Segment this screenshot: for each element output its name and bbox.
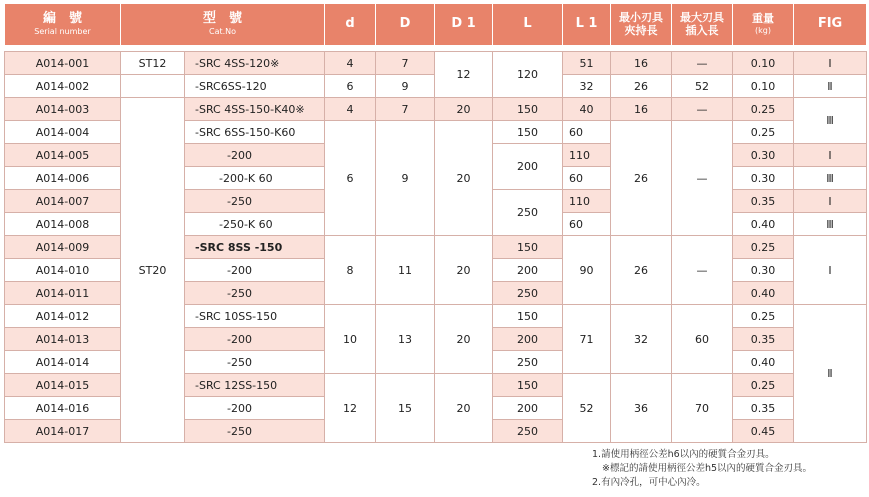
weight-cell: 0.35 <box>733 397 794 420</box>
serial-cell: A014-010 <box>5 259 121 282</box>
L1-cell: 40 <box>563 98 611 121</box>
shank-cell <box>121 75 185 98</box>
min-clamp-cell: 32 <box>611 305 672 374</box>
footnote-1: 1.請使用柄徑公差h6以內的硬質合金刃具。 <box>592 449 775 460</box>
fig-cell: Ⅲ <box>794 167 867 190</box>
header-fig: FIG <box>794 4 867 45</box>
min-clamp-cell: 36 <box>611 374 672 443</box>
fig-cell: Ⅰ <box>794 144 867 167</box>
D1-cell: 20 <box>435 98 493 121</box>
weight-cell: 0.10 <box>733 75 794 98</box>
weight-cell: 0.25 <box>733 98 794 121</box>
L1-cell: 32 <box>563 75 611 98</box>
weight-cell: 0.40 <box>733 213 794 236</box>
D1-cell: 20 <box>435 121 493 236</box>
header-min-clamp: 最小刃具 夾持長 <box>611 4 672 45</box>
max-insert-cell: 60 <box>672 305 733 374</box>
cat-cell: -250 <box>185 420 325 443</box>
serial-cell: A014-004 <box>5 121 121 144</box>
L-cell: 250 <box>493 282 563 305</box>
footnotes <box>592 448 812 490</box>
L1-cell: 60 <box>563 213 611 236</box>
max-insert-cell: 70 <box>672 374 733 443</box>
serial-cell: A014-014 <box>5 351 121 374</box>
D-cell: 9 <box>376 75 435 98</box>
d-cell: 10 <box>325 305 376 374</box>
weight-cell: 0.25 <box>733 305 794 328</box>
L1-cell: 71 <box>563 305 611 374</box>
cat-cell: -200 <box>185 144 325 167</box>
d-cell: 12 <box>325 374 376 443</box>
weight-cell: 0.30 <box>733 144 794 167</box>
spec-table <box>4 4 867 443</box>
L-cell: 150 <box>493 236 563 259</box>
max-insert-cell: — <box>672 52 733 75</box>
L-cell: 150 <box>493 121 563 144</box>
D-cell: 7 <box>376 52 435 75</box>
d-cell: 8 <box>325 236 376 305</box>
weight-cell: 0.25 <box>733 236 794 259</box>
weight-cell: 0.40 <box>733 351 794 374</box>
L-cell: 150 <box>493 98 563 121</box>
L-cell: 200 <box>493 397 563 420</box>
D-cell: 11 <box>376 236 435 305</box>
serial-cell: A014-008 <box>5 213 121 236</box>
D1-cell: 20 <box>435 305 493 374</box>
serial-cell: A014-012 <box>5 305 121 328</box>
cat-cell: -SRC 4SS-150-K40※ <box>185 98 325 121</box>
L1-cell: 90 <box>563 236 611 305</box>
cat-cell: -250 <box>185 351 325 374</box>
table-row <box>5 52 867 75</box>
header-max-insert: 最大刃具 插入長 <box>672 4 733 45</box>
fig-cell: Ⅰ <box>794 236 867 305</box>
D-cell: 7 <box>376 98 435 121</box>
D1-cell: 20 <box>435 236 493 305</box>
header-model: 型 號 Cat.No <box>121 4 325 45</box>
d-cell: 4 <box>325 98 376 121</box>
serial-cell: A014-009 <box>5 236 121 259</box>
L-cell: 200 <box>493 144 563 190</box>
L-cell: 200 <box>493 328 563 351</box>
serial-cell: A014-005 <box>5 144 121 167</box>
max-insert-cell: 52 <box>672 75 733 98</box>
L1-cell: 51 <box>563 52 611 75</box>
weight-cell: 0.45 <box>733 420 794 443</box>
D1-cell: 12 <box>435 52 493 98</box>
cat-cell: -200-K 60 <box>185 167 325 190</box>
cat-cell: -SRC 6SS-150-K60 <box>185 121 325 144</box>
cat-cell: -SRC 8SS -150 <box>185 236 325 259</box>
serial-cell: A014-002 <box>5 75 121 98</box>
min-clamp-cell: 26 <box>611 236 672 305</box>
serial-cell: A014-003 <box>5 98 121 121</box>
serial-cell: A014-007 <box>5 190 121 213</box>
D-cell: 15 <box>376 374 435 443</box>
d-cell: 6 <box>325 75 376 98</box>
L1-cell: 60 <box>563 167 611 190</box>
cat-cell: -SRC 4SS-120※ <box>185 52 325 75</box>
serial-cell: A014-016 <box>5 397 121 420</box>
header-D: D <box>376 4 435 45</box>
min-clamp-cell: 26 <box>611 121 672 236</box>
L-cell: 250 <box>493 190 563 236</box>
serial-cell: A014-011 <box>5 282 121 305</box>
min-clamp-cell: 26 <box>611 75 672 98</box>
max-insert-cell: — <box>672 236 733 305</box>
fig-cell: Ⅱ <box>794 305 867 443</box>
header-d: d <box>325 4 376 45</box>
max-insert-cell: — <box>672 98 733 121</box>
weight-cell: 0.35 <box>733 328 794 351</box>
cat-cell: -200 <box>185 259 325 282</box>
d-cell: 6 <box>325 121 376 236</box>
header-L: L <box>493 4 563 45</box>
serial-cell: A014-001 <box>5 52 121 75</box>
weight-cell: 0.40 <box>733 282 794 305</box>
weight-cell: 0.25 <box>733 121 794 144</box>
table-row <box>5 98 867 121</box>
min-clamp-cell: 16 <box>611 52 672 75</box>
max-insert-cell: — <box>672 121 733 236</box>
d-cell: 4 <box>325 52 376 75</box>
min-clamp-cell: 16 <box>611 98 672 121</box>
cat-cell: -250 <box>185 190 325 213</box>
shank-cell: ST12 <box>121 52 185 75</box>
weight-cell: 0.30 <box>733 259 794 282</box>
L1-cell: 60 <box>563 121 611 144</box>
header-D1: D 1 <box>435 4 493 45</box>
weight-cell: 0.10 <box>733 52 794 75</box>
fig-cell: Ⅰ <box>794 52 867 75</box>
serial-cell: A014-013 <box>5 328 121 351</box>
cat-cell: -SRC 10SS-150 <box>185 305 325 328</box>
D-cell: 13 <box>376 305 435 374</box>
L1-cell: 52 <box>563 374 611 443</box>
L1-cell: 110 <box>563 190 611 213</box>
cat-cell: -250-K 60 <box>185 213 325 236</box>
weight-cell: 0.35 <box>733 190 794 213</box>
header-serial: 編 號 Serial number <box>5 4 121 45</box>
L-cell: 150 <box>493 374 563 397</box>
cat-cell: -SRC6SS-120 <box>185 75 325 98</box>
serial-cell: A014-017 <box>5 420 121 443</box>
cat-cell: -200 <box>185 397 325 420</box>
fig-cell: Ⅲ <box>794 213 867 236</box>
L1-cell: 110 <box>563 144 611 167</box>
L-cell: 150 <box>493 305 563 328</box>
header-L1: L 1 <box>563 4 611 45</box>
footnote-mark: ※標記的請使用柄徑公差h5以內的硬質合金刃具。 <box>602 463 813 474</box>
header-weight: 重量 (kg) <box>733 4 794 45</box>
fig-cell: Ⅱ <box>794 75 867 98</box>
header-row <box>5 4 867 45</box>
cat-cell: -200 <box>185 328 325 351</box>
L-cell: 250 <box>493 351 563 374</box>
serial-cell: A014-015 <box>5 374 121 397</box>
D1-cell: 20 <box>435 374 493 443</box>
L-cell: 200 <box>493 259 563 282</box>
footnote-2: 2.有內冷孔，可中心內冷。 <box>592 477 706 488</box>
cat-cell: -SRC 12SS-150 <box>185 374 325 397</box>
serial-cell: A014-006 <box>5 167 121 190</box>
fig-cell: Ⅲ <box>794 98 867 144</box>
cat-cell: -250 <box>185 282 325 305</box>
weight-cell: 0.25 <box>733 374 794 397</box>
L-cell: 120 <box>493 52 563 98</box>
weight-cell: 0.30 <box>733 167 794 190</box>
D-cell: 9 <box>376 121 435 236</box>
fig-cell: Ⅰ <box>794 190 867 213</box>
L-cell: 250 <box>493 420 563 443</box>
shank-cell: ST20 <box>121 98 185 443</box>
